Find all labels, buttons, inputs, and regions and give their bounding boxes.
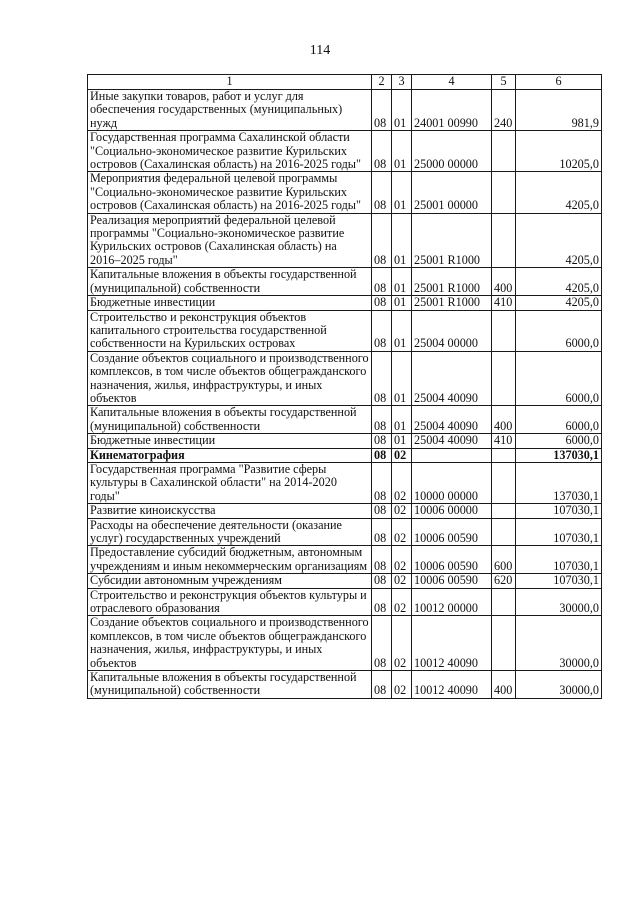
- cell-target-article: 10012 40090: [412, 671, 492, 699]
- cell-amount: 6000,0: [516, 434, 602, 448]
- cell-target-article: 10006 00590: [412, 518, 492, 546]
- table-row: [88, 504, 602, 518]
- cell-target-article: 10006 00590: [412, 574, 492, 588]
- table-row: [88, 296, 602, 310]
- table-row: [88, 406, 602, 434]
- cell-expense-type: 600: [492, 546, 516, 574]
- table-row: [88, 588, 602, 616]
- cell-expense-type: [492, 518, 516, 546]
- cell-expense-type: 400: [492, 671, 516, 699]
- cell-subsection: 02: [392, 504, 412, 518]
- cell-subsection: 01: [392, 406, 412, 434]
- cell-name: Капитальные вложения в объекты государственной (муниципальной) собственности: [88, 268, 372, 296]
- cell-section: 08: [372, 588, 392, 616]
- cell-name: Создание объектов социального и производственного комплексов, в том числе объектов общегражданского назначения, жилья, инфраструктуры, и иных объектов: [88, 351, 372, 406]
- cell-subsection: 02: [392, 616, 412, 671]
- cell-name: Государственная программа "Развитие сферы культуры в Сахалинской области" на 2014-2020 годы": [88, 462, 372, 503]
- cell-target-article: [412, 448, 492, 462]
- cell-expense-type: [492, 448, 516, 462]
- table-row: [88, 131, 602, 172]
- cell-target-article: 25001 R1000: [412, 296, 492, 310]
- table-row: [88, 518, 602, 546]
- table-row: [88, 434, 602, 448]
- cell-expense-type: [492, 213, 516, 268]
- cell-amount: 6000,0: [516, 351, 602, 406]
- cell-target-article: 10012 00000: [412, 588, 492, 616]
- cell-amount: 6000,0: [516, 310, 602, 351]
- table-row: [88, 172, 602, 213]
- cell-section: 08: [372, 434, 392, 448]
- column-header-target-article: 4: [412, 75, 492, 90]
- cell-expense-type: [492, 310, 516, 351]
- cell-subsection: 02: [392, 518, 412, 546]
- cell-section: 08: [372, 172, 392, 213]
- table-row: [88, 310, 602, 351]
- cell-subsection: 01: [392, 351, 412, 406]
- cell-section: 08: [372, 310, 392, 351]
- cell-name: Бюджетные инвестиции: [88, 296, 372, 310]
- cell-amount: 6000,0: [516, 406, 602, 434]
- cell-section: 08: [372, 351, 392, 406]
- cell-subsection: 01: [392, 434, 412, 448]
- cell-target-article: 25004 40090: [412, 406, 492, 434]
- cell-target-article: 25001 R1000: [412, 213, 492, 268]
- cell-subsection: 02: [392, 574, 412, 588]
- cell-amount: 30000,0: [516, 671, 602, 699]
- cell-target-article: 25000 00000: [412, 131, 492, 172]
- cell-name: Капитальные вложения в объекты государственной (муниципальной) собственности: [88, 671, 372, 699]
- cell-subsection: 02: [392, 448, 412, 462]
- cell-subsection: 02: [392, 546, 412, 574]
- column-header-amount: 6: [516, 75, 602, 90]
- cell-subsection: 01: [392, 268, 412, 296]
- table-body: [88, 90, 602, 699]
- cell-expense-type: 240: [492, 90, 516, 131]
- cell-section: 08: [372, 671, 392, 699]
- cell-subsection: 01: [392, 172, 412, 213]
- cell-target-article: 25001 00000: [412, 172, 492, 213]
- table-row: [88, 90, 602, 131]
- cell-name: Развитие киноискусства: [88, 504, 372, 518]
- cell-section: 08: [372, 406, 392, 434]
- table-row: [88, 351, 602, 406]
- cell-subsection: 01: [392, 131, 412, 172]
- cell-subsection: 01: [392, 90, 412, 131]
- cell-expense-type: [492, 172, 516, 213]
- cell-amount: 107030,1: [516, 574, 602, 588]
- table-row: [88, 546, 602, 574]
- cell-amount: 4205,0: [516, 213, 602, 268]
- cell-amount: 981,9: [516, 90, 602, 131]
- cell-expense-type: 400: [492, 268, 516, 296]
- cell-amount: 4205,0: [516, 172, 602, 213]
- cell-target-article: 10000 00000: [412, 462, 492, 503]
- cell-name: Кинематография: [88, 448, 372, 462]
- budget-table: [87, 74, 602, 699]
- cell-amount: 30000,0: [516, 588, 602, 616]
- cell-section: 08: [372, 462, 392, 503]
- cell-target-article: 10012 40090: [412, 616, 492, 671]
- cell-section: 08: [372, 448, 392, 462]
- cell-expense-type: [492, 462, 516, 503]
- cell-name: Реализация мероприятий федеральной целевой программы "Социально-экономическое развитие Курильских островов (Сахалинская область) на 2016–2025 годы": [88, 213, 372, 268]
- cell-section: 08: [372, 504, 392, 518]
- cell-section: 08: [372, 616, 392, 671]
- cell-name: Расходы на обеспечение деятельности (оказание услуг) государственных учреждений: [88, 518, 372, 546]
- cell-amount: 137030,1: [516, 448, 602, 462]
- cell-amount: 107030,1: [516, 546, 602, 574]
- cell-subsection: 01: [392, 310, 412, 351]
- cell-amount: 4205,0: [516, 268, 602, 296]
- cell-name: Строительство и реконструкция объектов культуры и отраслевого образования: [88, 588, 372, 616]
- cell-target-article: 10006 00590: [412, 546, 492, 574]
- cell-name: Бюджетные инвестиции: [88, 434, 372, 448]
- cell-target-article: 25004 40090: [412, 351, 492, 406]
- cell-subsection: 02: [392, 588, 412, 616]
- cell-name: Создание объектов социального и производственного комплексов, в том числе объектов общегражданского назначения, жилья, инфраструктуры, и иных объектов: [88, 616, 372, 671]
- cell-expense-type: 620: [492, 574, 516, 588]
- column-header-name: 1: [88, 75, 372, 90]
- cell-target-article: 25004 40090: [412, 434, 492, 448]
- cell-amount: 4205,0: [516, 296, 602, 310]
- column-header-expense-type: 5: [492, 75, 516, 90]
- cell-section: 08: [372, 213, 392, 268]
- cell-section: 08: [372, 546, 392, 574]
- cell-section: 08: [372, 268, 392, 296]
- page-number: 114: [309, 43, 331, 58]
- cell-target-article: 10006 00000: [412, 504, 492, 518]
- cell-subsection: 02: [392, 671, 412, 699]
- cell-amount: 30000,0: [516, 616, 602, 671]
- table-header-row: [88, 75, 602, 90]
- cell-expense-type: 410: [492, 296, 516, 310]
- cell-name: Государственная программа Сахалинской области "Социально-экономическое развитие Курильских островов (Сахалинская область) на 2016-2025 годы": [88, 131, 372, 172]
- cell-expense-type: 410: [492, 434, 516, 448]
- cell-amount: 137030,1: [516, 462, 602, 503]
- cell-subsection: 01: [392, 296, 412, 310]
- table-row: [88, 268, 602, 296]
- cell-name: Иные закупки товаров, работ и услуг для обеспечения государственных (муниципальных) нужд: [88, 90, 372, 131]
- cell-expense-type: [492, 588, 516, 616]
- table-row: [88, 616, 602, 671]
- cell-section: 08: [372, 296, 392, 310]
- cell-target-article: 25001 R1000: [412, 268, 492, 296]
- cell-section: 08: [372, 574, 392, 588]
- cell-target-article: 25004 00000: [412, 310, 492, 351]
- table-row: [88, 448, 602, 462]
- cell-section: 08: [372, 90, 392, 131]
- cell-name: Субсидии автономным учреждениям: [88, 574, 372, 588]
- cell-amount: 10205,0: [516, 131, 602, 172]
- cell-name: Капитальные вложения в объекты государственной (муниципальной) собственности: [88, 406, 372, 434]
- cell-expense-type: [492, 131, 516, 172]
- cell-section: 08: [372, 518, 392, 546]
- cell-expense-type: [492, 504, 516, 518]
- cell-subsection: 01: [392, 213, 412, 268]
- column-header-section: 2: [372, 75, 392, 90]
- column-header-subsection: 3: [392, 75, 412, 90]
- cell-subsection: 02: [392, 462, 412, 503]
- cell-amount: 107030,1: [516, 504, 602, 518]
- cell-target-article: 24001 00990: [412, 90, 492, 131]
- table-row: [88, 671, 602, 699]
- cell-name: Строительство и реконструкция объектов капитального строительства государственной собственности на Курильских островах: [88, 310, 372, 351]
- cell-section: 08: [372, 131, 392, 172]
- cell-amount: 107030,1: [516, 518, 602, 546]
- cell-name: Мероприятия федеральной целевой программы "Социально-экономическое развитие Курильских островов (Сахалинская область) на 2016-2025 годы": [88, 172, 372, 213]
- cell-name: Предоставление субсидий бюджетным, автономным учреждениям и иным некоммерческим организациям: [88, 546, 372, 574]
- cell-expense-type: [492, 351, 516, 406]
- table-row: [88, 574, 602, 588]
- table-row: [88, 213, 602, 268]
- cell-expense-type: [492, 616, 516, 671]
- table-row: [88, 462, 602, 503]
- cell-expense-type: 400: [492, 406, 516, 434]
